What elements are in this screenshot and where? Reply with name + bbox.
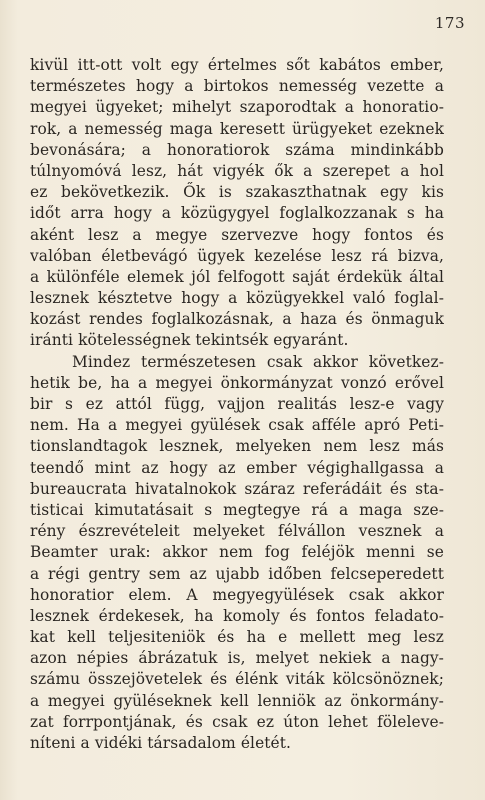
text-line: lesznek érdekesek, ha komoly és fontos feladato-	[30, 606, 444, 625]
text-line: ez bekövetkezik. Ők is szakaszthatnak egy kis	[30, 183, 444, 202]
text-line: Beamter urak: akkor nem fog feléjök menni se	[30, 543, 444, 562]
text-line: nem. Ha a megyei gyülések csak afféle apró Peti-	[30, 416, 444, 435]
text-line: Mindez természetesen csak akkor következ-	[72, 352, 444, 371]
text-line: a megyei gyüléseknek kell lenniök az önkormány-	[30, 691, 444, 710]
text-line: tionslandtagok lesznek, melyeken nem lesz más	[30, 437, 444, 456]
text-line: bureaucrata hivatalnokok száraz referádáit és sta-	[30, 479, 444, 498]
text-line: níteni a vidéki társadalom életét.	[30, 734, 292, 752]
body-text	[30, 55, 444, 754]
text-line: rok, a nemesség maga keresett ürügyeket ezeknek	[30, 119, 444, 138]
text-line: teendő mint az hogy az ember végighallgassa a	[30, 458, 444, 477]
text-line: valóban életbevágó ügyek kezelése lesz rá bizva,	[30, 246, 444, 265]
text-line: zat forrpontjának, és csak ez úton lehet föleleve-	[30, 712, 444, 731]
text-line: túlnyomóvá lesz, hát vigyék ők a szerepet a hol	[30, 161, 444, 180]
text-line: számu összejövetelek és élénk viták kölcsönöznek;	[30, 670, 444, 689]
text-line: azon népies ábrázatuk is, melyet nekiek a nagy-	[30, 649, 444, 668]
text-line: aként lesz a megye szervezve hogy fontos és	[30, 225, 444, 244]
text-line: természetes hogy a birtokos nemesség vezette a	[30, 77, 444, 96]
text-line: rény észrevételeit melyeket félvállon vesznek a	[30, 522, 444, 541]
text-line: hetik be, ha a megyei önkormányzat vonzó erővel	[30, 373, 444, 392]
text-line: bir s ez attól függ, vajjon realitás lesz-e vagy	[30, 395, 444, 413]
text-line: a különféle elemek jól felfogott saját érdekük által	[30, 267, 444, 286]
text-line: kat kell teljesiteniök és ha e mellett meg lesz	[30, 628, 444, 647]
text-line: tisticai kimutatásait s megtegye rá a maga sze-	[30, 500, 444, 519]
text-line: megyei ügyeket; mihelyt szaporodtak a honoratio-	[30, 98, 444, 117]
text-line: időt arra hogy a közügygyel foglalkozzanak s ha	[30, 204, 444, 223]
text-line: a régi gentry sem az ujabb időben felcseperedett	[30, 564, 444, 583]
text-line: lesznek késztetve hogy a közügyekkel való foglal-	[30, 289, 444, 308]
text-line: bevonására; a honoratiorok száma mindinkább	[30, 140, 444, 159]
text-line: kozást rendes foglalkozásnak, a haza és önmaguk	[30, 310, 444, 329]
page-number: 173	[434, 14, 465, 32]
text-line: honoratior elem. A megyegyülések csak akkor	[30, 585, 444, 604]
text-line: kivül itt-ott volt egy értelmes sőt kabátos ember,	[30, 56, 444, 74]
text-line: iránti kötelességnek tekintsék egyaránt.	[30, 331, 349, 350]
